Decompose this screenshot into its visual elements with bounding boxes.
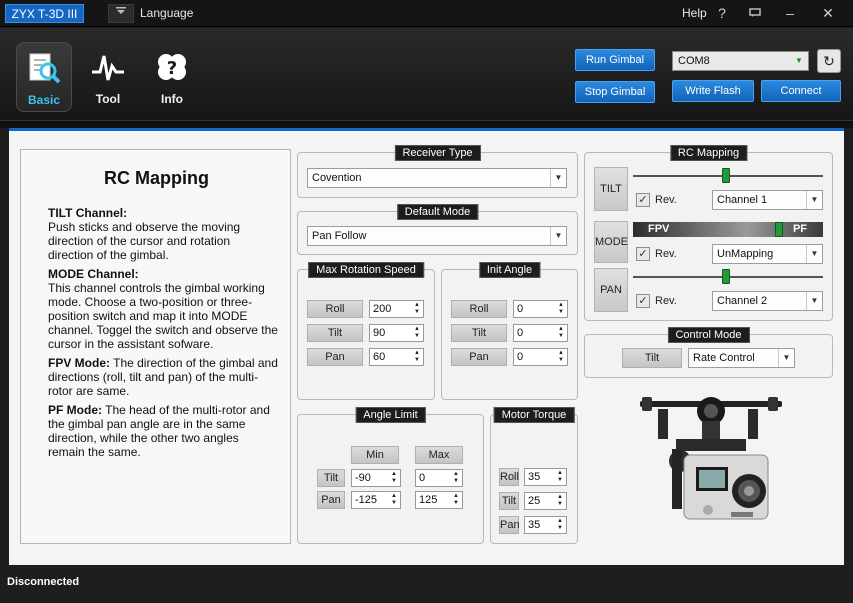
default-mode-value: Pan Follow [312, 230, 367, 242]
angle-limit-pan-min-spinbox[interactable] [351, 491, 401, 509]
help-heading-fpv: FPV Mode: [48, 356, 110, 370]
angle-limit-tilt-max-value: 0 [419, 472, 426, 484]
gimbal-camera-image [636, 395, 786, 535]
torque-pan-spinbox[interactable] [524, 516, 567, 534]
help-heading-pf: PF Mode: [48, 403, 102, 417]
torque-pan-label: Pan [499, 516, 519, 534]
spin-arrows-icon[interactable]: ▲ ▼ [414, 350, 420, 363]
receiver-type-select[interactable] [307, 168, 567, 188]
chevron-down-icon: ▼ [806, 292, 822, 310]
rc-mode-bar [633, 222, 823, 237]
fpv-label: FPV [648, 223, 670, 235]
refresh-icon[interactable]: ↻ [817, 49, 841, 73]
init-roll-label: Roll [451, 300, 507, 318]
rc-pan-label: PAN [594, 268, 628, 312]
angle-limit-max-header: Max [415, 446, 463, 464]
rc-pan-channel-select[interactable] [712, 291, 823, 311]
nav-tool[interactable] [80, 42, 136, 112]
angle-limit-pan-label: Pan [317, 491, 345, 509]
nav-basic[interactable] [16, 42, 72, 112]
help-text-tilt: Push sticks and observe the moving direction of the cursor and rotation direction of the gimbal. [48, 220, 241, 262]
torque-tilt-spinbox[interactable] [524, 492, 567, 510]
rc-mode-label: MODE [594, 221, 628, 263]
rc-mode-rev-checkbox[interactable]: ✓ [636, 247, 650, 261]
receiver-type-title: Receiver Type [394, 145, 480, 161]
spin-arrows-icon[interactable]: ▲ ▼ [557, 494, 563, 507]
help-body [48, 206, 278, 459]
rc-tilt-channel-select[interactable] [712, 190, 823, 210]
rc-tilt-label: TILT [594, 167, 628, 211]
torque-tilt-label: Tilt [499, 492, 519, 510]
torque-roll-value: 35 [528, 471, 541, 483]
angle-limit-tilt-label: Tilt [317, 469, 345, 487]
status-bar [0, 565, 853, 603]
max-speed-pan-value: 60 [373, 351, 386, 363]
chevron-down-icon: ▼ [806, 245, 822, 263]
rc-tilt-cursor [722, 168, 730, 183]
control-mode-axis-label: Tilt [622, 348, 682, 368]
torque-roll-spinbox[interactable] [524, 468, 567, 486]
angle-limit-pan-max-spinbox[interactable] [415, 491, 463, 509]
rc-tilt-rev-checkbox[interactable]: ✓ [636, 193, 650, 207]
rc-mode-channel-value: UnMapping [717, 248, 774, 260]
torque-pan-value: 35 [528, 519, 541, 531]
init-tilt-label: Tilt [451, 324, 507, 342]
minimize-icon[interactable]: – [786, 5, 794, 21]
receiver-type-value: Covention [312, 172, 362, 184]
max-speed-tilt-spinbox[interactable] [369, 324, 424, 342]
title-bar [0, 0, 853, 27]
question-icon[interactable]: ? [718, 5, 726, 21]
pf-label: PF [792, 223, 807, 235]
spin-arrows-icon[interactable]: ▲ ▼ [391, 471, 397, 484]
run-gimbal-button[interactable]: Run Gimbal [575, 49, 655, 71]
com-port-value: COM8 [678, 55, 710, 67]
connect-button[interactable]: Connect [761, 80, 841, 102]
help-panel [20, 149, 291, 544]
spin-arrows-icon[interactable]: ▲ ▼ [558, 326, 564, 339]
app-name: ZYX T-3D III [5, 4, 84, 23]
write-flash-button[interactable]: Write Flash [672, 80, 754, 102]
default-mode-select[interactable] [307, 226, 567, 246]
max-speed-roll-label: Roll [307, 300, 363, 318]
spin-arrows-icon[interactable]: ▲ ▼ [414, 302, 420, 315]
init-pan-value: 0 [517, 351, 524, 363]
rc-pan-rev-checkbox[interactable]: ✓ [636, 294, 650, 308]
chevron-down-icon: ▼ [550, 169, 566, 187]
nav-info-label: Info [161, 92, 183, 106]
rc-mapping-title: RC Mapping [670, 145, 747, 161]
nav-info[interactable] [144, 42, 200, 112]
max-rotation-speed-title: Max Rotation Speed [308, 262, 424, 278]
help-heading-mode: MODE Channel: [48, 267, 139, 281]
help-text-fpv: The direction of the gimbal and directions (roll, tilt and pan) of the multi-rotor are same. [48, 356, 278, 398]
max-speed-pan-label: Pan [307, 348, 363, 366]
magnifier-document-icon [26, 51, 62, 87]
max-speed-roll-value: 200 [373, 303, 392, 315]
nav-tool-label: Tool [95, 92, 121, 106]
chevron-down-icon: ▼ [806, 191, 822, 209]
pulse-icon [90, 50, 126, 86]
rc-mode-rev-label: Rev. [655, 248, 677, 260]
angle-limit-pan-max-value: 125 [419, 494, 438, 506]
init-tilt-spinbox[interactable] [513, 324, 568, 342]
default-mode-title: Default Mode [397, 204, 478, 220]
torque-roll-label: Roll [499, 468, 519, 486]
help-heading-tilt: TILT Channel: [48, 206, 128, 220]
angle-limit-tilt-min-value: -90 [355, 472, 371, 484]
chevron-down-icon: ▼ [778, 349, 794, 367]
chevron-down-icon: ▼ [550, 227, 566, 245]
spin-arrows-icon[interactable]: ▲ ▼ [557, 470, 563, 483]
help-text-mode: This channel controls the gimbal working mode. Choose a two-position or three-position switch and map it into MODE channel. Toggel the switch and observe the cursor in the assistant sofware. [48, 281, 278, 351]
torque-tilt-value: 25 [528, 495, 541, 507]
spin-arrows-icon[interactable]: ▲ ▼ [558, 350, 564, 363]
init-pan-label: Pan [451, 348, 507, 366]
toolbar-divider [0, 120, 853, 128]
init-roll-value: 0 [517, 303, 524, 315]
spin-arrows-icon[interactable]: ▲ ▼ [557, 518, 563, 531]
control-mode-title: Control Mode [667, 327, 749, 343]
connection-status: Disconnected [7, 576, 80, 588]
angle-limit-title: Angle Limit [355, 407, 425, 423]
stop-gimbal-button[interactable]: Stop Gimbal [575, 81, 655, 103]
help-text-pf: The head of the multi-rotor and the gimbal pan angle are in the same direction, while the other two angles remain the same. [48, 403, 270, 459]
svg-text:?: ? [166, 58, 178, 79]
spin-arrows-icon[interactable]: ▲ ▼ [453, 471, 459, 484]
motor-torque-title: Motor Torque [494, 407, 575, 423]
angle-limit-tilt-max-spinbox[interactable] [415, 469, 463, 487]
angle-limit-min-header: Min [351, 446, 399, 464]
rc-pan-channel-value: Channel 2 [717, 295, 768, 307]
init-tilt-value: 0 [517, 327, 524, 339]
max-speed-roll-spinbox[interactable] [369, 300, 424, 318]
angle-limit-tilt-min-spinbox[interactable] [351, 469, 401, 487]
nav-basic-label: Basic [27, 93, 61, 107]
help-title: RC Mapping [104, 168, 209, 188]
help-menu[interactable]: Help [682, 6, 707, 20]
spin-arrows-icon[interactable]: ▲ ▼ [391, 493, 397, 506]
rc-mode-channel-select[interactable] [712, 244, 823, 264]
rc-pan-cursor [722, 269, 730, 284]
init-pan-spinbox[interactable] [513, 348, 568, 366]
max-speed-tilt-value: 90 [373, 327, 386, 339]
spin-arrows-icon[interactable]: ▲ ▼ [453, 493, 459, 506]
rc-tilt-rev-label: Rev. [655, 194, 677, 206]
language-menu[interactable]: Language [140, 6, 194, 20]
info-cloud-icon [154, 50, 190, 86]
close-icon[interactable]: ✕ [822, 5, 834, 21]
rc-pan-rev-label: Rev. [655, 295, 677, 307]
init-roll-spinbox[interactable] [513, 300, 568, 318]
dropdown-icon[interactable] [108, 4, 134, 23]
spin-arrows-icon[interactable]: ▲ ▼ [414, 326, 420, 339]
init-angle-title: Init Angle [479, 262, 540, 278]
rc-mode-cursor [775, 222, 783, 237]
max-speed-pan-spinbox[interactable] [369, 348, 424, 366]
rc-tilt-channel-value: Channel 1 [717, 194, 768, 206]
control-mode-select[interactable] [688, 348, 795, 368]
max-speed-tilt-label: Tilt [307, 324, 363, 342]
chevron-down-icon: ▼ [795, 56, 803, 65]
spin-arrows-icon[interactable]: ▲ ▼ [558, 302, 564, 315]
com-port-select[interactable] [672, 51, 809, 71]
angle-limit-pan-min-value: -125 [355, 494, 378, 506]
control-mode-value: Rate Control [693, 352, 755, 364]
chat-icon[interactable] [741, 3, 769, 24]
